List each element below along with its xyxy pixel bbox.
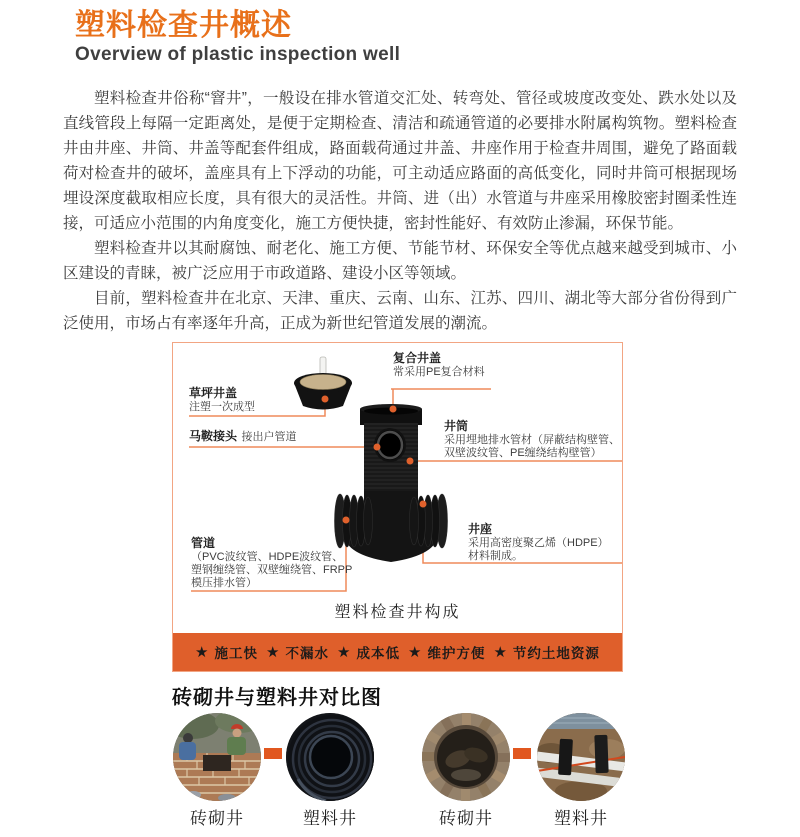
label-desc: 采用埋地排水管材（屏蔽结构壁管、双壁波纹管、PE缠绕结构壁管） [444,434,620,459]
label-title: 草坪井盖 [189,386,238,400]
star-icon: ★ [195,643,209,661]
photo-plastic-well-installed [537,713,625,801]
label-desc: 常采用PE复合材料 [393,366,485,378]
label-desc: （PVC波纹管、HDPE波纹管、塑钢缠绕管、双壁缠绕管、FRPP模压排水管） [191,551,353,589]
label-pipes [191,536,353,590]
label-title: 井筒 [444,419,469,433]
diagram-caption: 塑料检查井构成 [334,604,461,621]
photo-label: 塑料井 [303,809,357,828]
benefit-label: 施工快 [214,646,258,661]
benefit-item [493,642,599,662]
label-composite-cover [393,351,533,379]
label-desc: 采用高密度聚乙烯（HDPE）材料制成。 [468,537,609,562]
well-structure-diagram [172,342,623,672]
label-title: 马鞍接头 [189,429,238,443]
benefit-item [408,642,485,662]
page-subtitle: Overview of plastic inspection well [75,44,401,65]
photo-plastic-well [286,713,374,801]
comparison-dash-icon [513,748,531,759]
intro-text [63,86,737,336]
label-title: 管道 [191,536,216,550]
photo-label: 砖砌井 [439,809,493,828]
photo-label: 砖砌井 [190,809,244,828]
page-title: 塑料检查井概述 [75,9,292,42]
star-icon: ★ [493,643,507,661]
benefit-label: 不漏水 [285,646,329,661]
comparison-dash-icon [264,748,282,759]
label-saddle-joint [189,429,369,444]
label-title: 井座 [468,522,493,536]
label-desc: 接出户管道 [241,431,297,443]
benefit-item [266,642,329,662]
label-title: 复合井盖 [393,351,442,365]
label-desc: 注塑一次成型 [189,401,255,413]
intro-paragraph: 塑料检查井俗称“窨井”，一般设在排水管道交汇处、转弯处、管径或坡度改变处、跌水处以及直线管段上每隔一定距离处，是便于定期检查、清洁和疏通管道的必要排水附属构筑物。塑料检查井由井座、井筒、井盖等配套件组成，路面载荷通过井盖、井座作用于检查井周围，避免了路面载荷对检查井的破坏，盖座具有上下浮动的功能，可主动适应路面的高低变化，同时井筒可根据现场埋设深度截取相应长度，具有很大的灵活性。井筒、进（出）水管道与井座采用橡胶密封圈柔性连接，可适应小范围的内角度变化，施工方便快捷，密封性能好、有效防止渗漏，环保节能。 [63,90,737,232]
label-lawn-cover [189,386,299,414]
star-icon: ★ [266,643,280,661]
benefit-label: 维护方便 [427,646,486,661]
benefit-item [195,642,258,662]
comparison-title: 砖砌井与塑料井对比图 [172,687,382,709]
intro-paragraph: 目前，塑料检查井在北京、天津、重庆、云南、山东、江苏、四川、湖北等大部分省份得到广泛使用，市场占有率逐年升高，正成为新世纪管道发展的潮流。 [63,290,737,332]
benefit-label: 节约土地资源 [512,646,600,661]
photo-brick-well-shaft [422,713,510,801]
benefit-label: 成本低 [356,646,400,661]
label-base [468,522,618,563]
intro-paragraph: 塑料检查井以其耐腐蚀、耐老化、施工方便、节能节材、环保安全等优点越来越受到城市、小区建设的青睐，被广泛应用于市政道路、建设小区等领域。 [63,240,737,282]
photo-brick-well-construction [173,713,261,801]
benefits-banner [173,633,622,671]
star-icon: ★ [337,643,351,661]
label-riser [444,419,620,460]
page-header [75,10,400,66]
star-icon: ★ [407,643,422,661]
benefit-item [337,642,400,662]
photo-label: 塑料井 [554,809,608,828]
